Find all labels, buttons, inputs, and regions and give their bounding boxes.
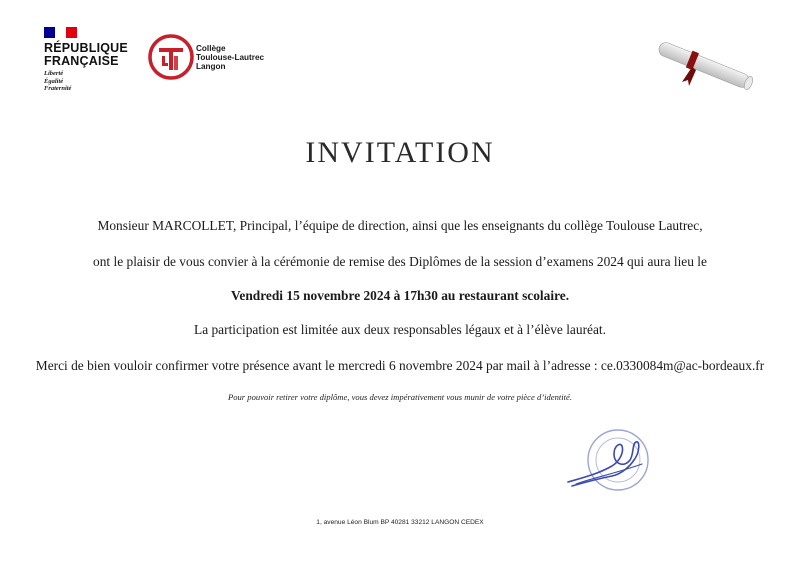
motto-liberte: Liberté <box>44 70 64 77</box>
invitation-line-hosts: Monsieur MARCOLLET, Principal, l’équipe de direction, ainsi que les enseignants du collège Toulouse Lautrec, <box>97 218 703 233</box>
college-line2: Toulouse-Lautrec <box>196 53 265 63</box>
republique-line: RÉPUBLIQUE <box>44 41 128 55</box>
official-stamp-signature <box>562 424 658 498</box>
college-logo <box>148 34 194 80</box>
college-name <box>196 44 264 72</box>
motto-fraternite: Fraternité <box>44 85 72 92</box>
french-flag <box>44 27 77 38</box>
invitation-title: INVITATION <box>305 136 495 169</box>
republique-motto <box>44 70 71 93</box>
invitation-line-participation: La participation est limitée aux deux responsables légaux et à l’élève lauréat. <box>194 322 606 337</box>
francaise-line: FRANÇAISE <box>44 54 119 68</box>
motto-egalite: Égalité <box>44 77 64 85</box>
invitation-line-date: Vendredi 15 novembre 2024 à 17h30 au restaurant scolaire. <box>230 288 570 303</box>
invitation-line-rsvp: Merci de bien vouloir confirmer votre présence avant le mercredi 6 novembre 2024 par mail à l’adresse : ce.0330084m@ac-bordeaux.fr <box>35 358 765 373</box>
diploma-scroll-icon <box>648 40 760 90</box>
college-line3: Langon <box>196 62 226 72</box>
identity-note: Pour pouvoir retirer votre diplôme, vous devez impérativement vous munir de votre pièce d’identité. <box>227 392 573 402</box>
republique-francaise-title <box>44 42 128 68</box>
college-line1: Collège <box>196 44 226 53</box>
footer-address: 1, avenue Léon Blum BP 40281 33212 LANGON CEDEX <box>316 519 484 526</box>
invitation-line-ceremony: ont le plaisir de vous convier à la cérémonie de remise des Diplômes de la session d’examens 2024 qui aura lieu le <box>93 254 707 269</box>
